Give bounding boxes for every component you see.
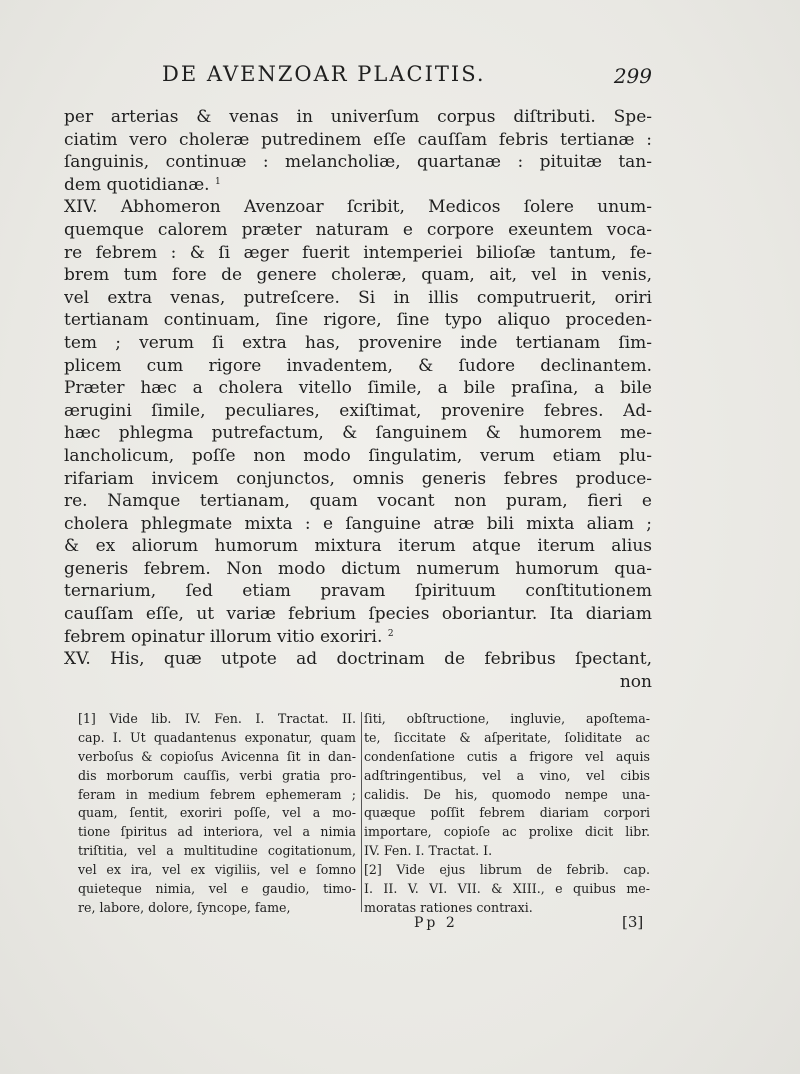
text-line: condenſatione cutis a frigore vel aquis xyxy=(364,748,650,764)
text-line: quieteque nimia, vel e gaudio, timo- xyxy=(78,881,356,897)
text-line: calidis. De his, quomodo nempe una- xyxy=(364,786,650,802)
text-line: tertianam continuam, ſine rigore, ſine typo aliquo proceden- xyxy=(64,310,652,331)
text-line: quemque calorem præter naturam e corpore exeuntem voca- xyxy=(64,219,652,240)
text-line: tione ſpiritus ad interiora, vel a nimia xyxy=(78,824,356,840)
text-line: vel extra venas, putreſcere. Si in illis computruerit, oriri xyxy=(64,287,652,308)
text-line: I. II. V. VI. VII. & XIII., e quibus me- xyxy=(364,881,650,897)
text-line: [2] Vide ejus librum de febrib. cap. xyxy=(364,862,650,878)
page-number: 299 xyxy=(613,64,652,88)
footnote-marker: 1 xyxy=(215,176,221,187)
text-line: febrem opinatur illorum vitio exoriri. $^2$ xyxy=(64,626,394,647)
text-line: quæque poſſit febrem diariam corpori xyxy=(364,805,650,821)
text-line: quam, ſentit, exoriri poſſe, vel a mo- xyxy=(78,805,356,821)
text-line: & ex aliorum humorum mixtura iterum atque iterum alius xyxy=(64,536,652,557)
signature-mark: Pp 2 xyxy=(414,915,458,931)
text-line: IV. Fen. I. Tractat. I. xyxy=(364,843,493,859)
text-line: cap. I. Ut quadantenus exponatur, quam xyxy=(78,729,356,745)
running-title: DE AVENZOAR PLACITIS. xyxy=(162,62,486,86)
text-line: XV. His, quæ utpote ad doctrinam de febribus ſpectant, xyxy=(64,649,652,670)
text-line: non xyxy=(619,671,652,692)
text-line: ternarium, ſed etiam pravam ſpirituum conſtitutionem xyxy=(64,581,652,602)
text-line: brem tum fore de genere choleræ, quam, ait, vel in venis, xyxy=(64,265,652,286)
text-line: te, ſiccitate & aſperitate, ſoliditate ac xyxy=(364,729,650,745)
text-line: vel ex ira, vel ex vigiliis, vel e ſomno xyxy=(78,862,356,878)
main-text-block xyxy=(64,106,652,693)
text-line: lancholicum, poſſe non modo ſingulatim, verum etiam plu- xyxy=(64,445,652,466)
text-line: ciatim vero choleræ putredinem eſſe cauſſam febris tertianæ : xyxy=(64,129,652,150)
text-line: hæc phlegma putrefactum, & ſanguinem & humorem me- xyxy=(64,423,652,444)
text-line: dis morborum cauſſis, verbi gratia pro- xyxy=(78,767,356,783)
text-line: generis febrem. Non modo dictum numerum humorum qua- xyxy=(64,558,652,579)
page-header xyxy=(64,62,652,92)
text-line: Præter hæc a cholera vitello ſimile, a bile praſina, a bile xyxy=(64,378,652,399)
text-line: triſtitia, vel a multitudine cogitationum, xyxy=(78,843,356,859)
text-line: ſiti, obſtructione, ingluvie, apoſtema- xyxy=(364,711,650,726)
text-line: cholera phlegmate mixta : e ſanguine atræ bili mixta aliam ; xyxy=(64,513,652,534)
text-line: re. Namque tertianam, quam vocant non puram, fieri e xyxy=(64,491,652,512)
footnote-marker: 2 xyxy=(387,628,394,639)
text-line: cauſſam eſſe, ut variæ febrium ſpecies oboriantur. Ita diariam xyxy=(64,604,652,625)
text-line: ſanguinis, continuæ : melancholiæ, quartanæ : pituitæ tan- xyxy=(64,152,652,173)
footnote-column-divider xyxy=(361,712,362,912)
text-line: XIV. Abhomeron Avenzoar ſcribit, Medicos ſolere unum- xyxy=(64,197,652,218)
text-line: [1] Vide lib. IV. Fen. I. Tractat. II. xyxy=(78,711,356,726)
text-line: rifariam invicem conjunctos, omnis generis febres produce- xyxy=(64,468,652,489)
catchword: [3] xyxy=(622,913,644,931)
text-line: ærugini ſimile, peculiares, exiſtimat, provenire febres. Ad- xyxy=(64,400,652,421)
text-line: verboſus & copioſus Avicenna ſit in dan- xyxy=(78,748,356,764)
text-line: re febrem : & ſi æger fuerit intemperiei bilioſæ tantum, fe- xyxy=(64,242,652,263)
text-line: tem ; verum ſi extra has, provenire inde tertianam ſim- xyxy=(64,332,652,353)
footnote-column-right xyxy=(364,710,650,918)
text-line: feram in medium febrem ephemeram ; xyxy=(78,786,356,802)
footnote-column-left xyxy=(78,710,356,918)
text-line: moratas rationes contraxi. xyxy=(364,899,533,915)
text-line: re, labore, dolore, ſyncope, fame, xyxy=(78,899,291,915)
text-line: per arterias & venas in univerſum corpus diſtributi. Spe- xyxy=(64,107,652,127)
text-line: importare, copioſe ac prolixe dicit libr. xyxy=(364,824,650,840)
footnotes xyxy=(78,710,652,916)
text-line: plicem cum rigore invadentem, & ſudore declinantem. xyxy=(64,355,652,376)
text-line: dem quotidianæ. $^1$ xyxy=(64,174,221,195)
text-line: adſtringentibus, vel a vino, vel cibis xyxy=(364,767,650,783)
